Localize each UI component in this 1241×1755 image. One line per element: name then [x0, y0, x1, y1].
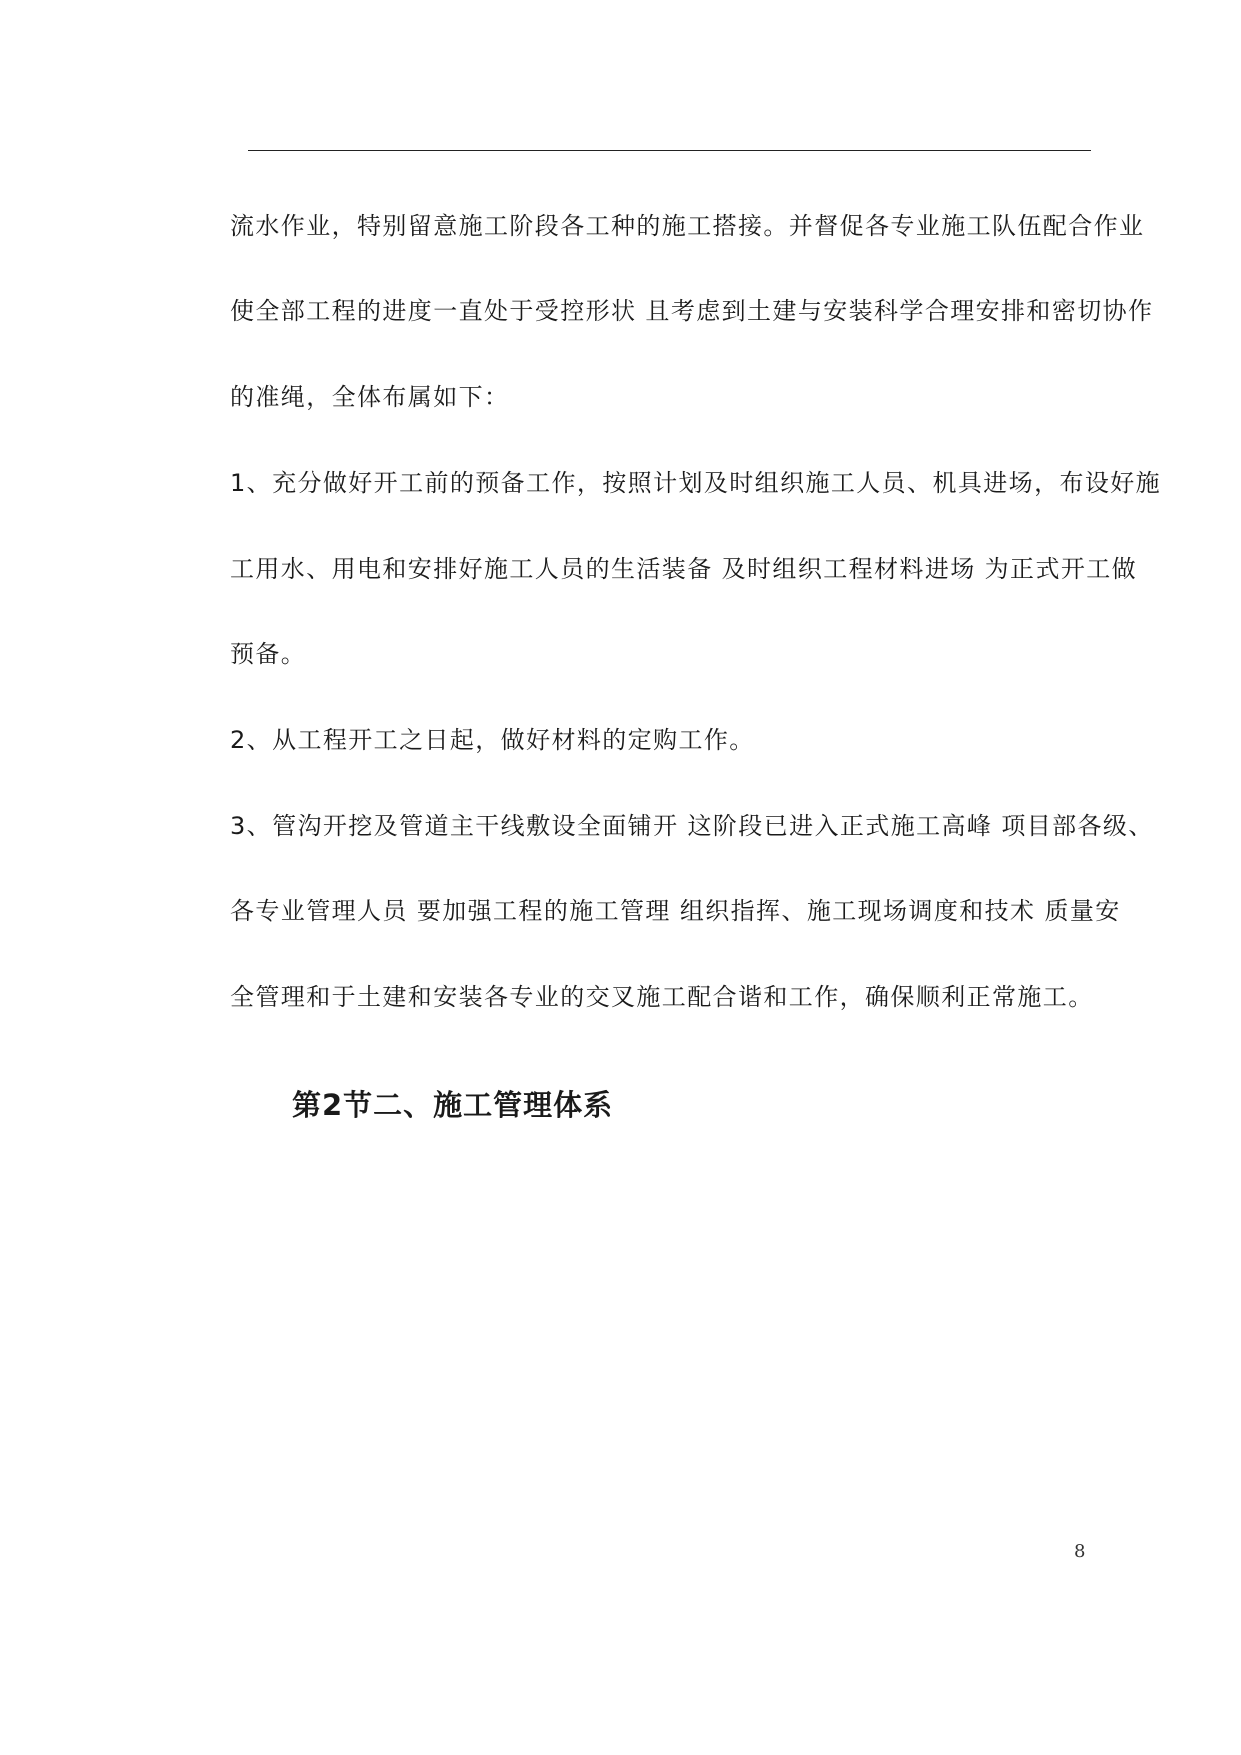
- list-item-1-line: 1、充分做好开工前的预备工作，按照计划及时组织施工人员、机具进场，布设好施: [230, 469, 1162, 497]
- list-item-3-line: 3、管沟开挖及管道主干线敷设全面铺开 这阶段已进入正式施工高峰 项目部各级、: [230, 812, 1154, 840]
- paragraph-line: 流水作业，特别留意施工阶段各工种的施工搭接。并督促各专业施工队伍配合作业: [230, 212, 1145, 240]
- list-item-3-line: 全管理和于土建和安装各专业的交叉施工配合谐和工作，确保顺利正常施工。: [230, 983, 1094, 1011]
- paragraph-line: 使全部工程的进度一直处于受控形状 且考虑到土建与安装科学合理安排和密切协作: [230, 297, 1154, 325]
- section-heading: 第2节二、施工管理体系: [292, 1088, 614, 1122]
- list-item-1-line: 工用水、用电和安排好施工人员的生活装备 及时组织工程材料进场 为正式开工做: [230, 555, 1138, 583]
- list-item-3-line: 各专业管理人员 要加强工程的施工管理 组织指挥、施工现场调度和技术 质量安: [230, 897, 1121, 925]
- page-number: 8: [1074, 1541, 1086, 1562]
- paragraph-line: 的准绳，全体布属如下：: [230, 383, 510, 411]
- list-item-2-line: 2、从工程开工之日起，做好材料的定购工作。: [230, 726, 755, 754]
- list-item-1-line: 预备。: [230, 640, 307, 668]
- header-rule: [248, 150, 1091, 151]
